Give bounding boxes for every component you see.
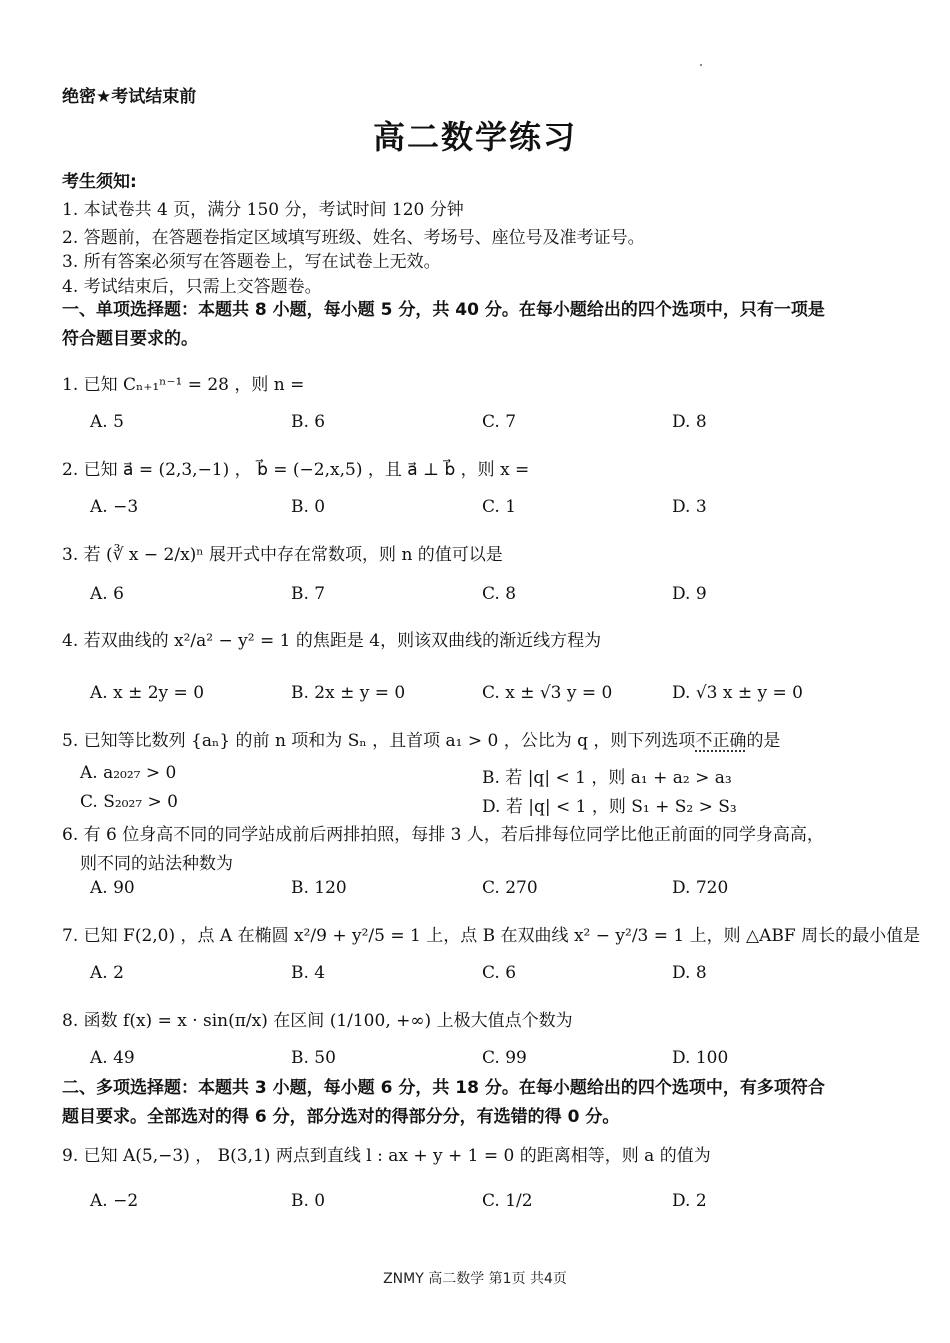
question-6-option-d: D. 720 — [672, 878, 729, 898]
question-1-option-c: C. 7 — [482, 412, 517, 432]
question-4-option-c: C. x ± √3 y = 0 — [482, 683, 613, 703]
question-7-option-d: D. 8 — [672, 963, 707, 983]
question-5-option-a: A. a₂₀₂₇ > 0 — [80, 763, 177, 783]
question-9-option-d: D. 2 — [672, 1191, 707, 1211]
question-7-option-c: C. 6 — [482, 963, 517, 983]
question-2-option-a: A. −3 — [90, 497, 139, 517]
question-2-stem: 2. 已知 a⃗ = (2,3,−1) ， b⃗ = (−2,x,5) ，且 a⃗ ⊥ b⃗ ，则 x = — [62, 460, 530, 480]
question-5-option-d: D. 若 |q| < 1 ，则 S₁ + S₂ > S₃ — [482, 797, 737, 817]
section2-line2: 题目要求。全部选对的得 6 分，部分选对的得部分分，有选错的得 0 分。 — [62, 1107, 620, 1127]
question-6-stem-line2: 则不同的站法种数为 — [80, 854, 233, 874]
scan-dot — [700, 64, 702, 66]
section2-heading — [62, 1074, 892, 1132]
page-title: 高二数学练习 — [372, 118, 577, 156]
question-9-option-b: B. 0 — [291, 1191, 326, 1211]
question-3-option-a: A. 6 — [90, 584, 124, 604]
question-4-option-b: B. 2x ± y = 0 — [291, 683, 406, 703]
question-1-option-a: A. 5 — [90, 412, 124, 432]
question-3-option-d: D. 9 — [672, 584, 707, 604]
section1-line2: 符合题目要求的。 — [62, 329, 198, 349]
question-8-option-b: B. 50 — [291, 1048, 336, 1068]
section2-line1: 二、多项选择题：本题共 3 小题，每小题 6 分，共 18 分。在每小题给出的四个选项中，有多项符合 — [62, 1078, 825, 1098]
question-6-option-b: B. 120 — [291, 878, 347, 898]
page-footer: ZNMY 高二数学 第1页 共4页 — [383, 1271, 567, 1287]
question-5-stem-main: 5. 已知等比数列 {aₙ} 的前 n 项和为 Sₙ ，且首项 a₁ > 0 ，公比为 q ，则下列选项 — [62, 731, 696, 751]
notice-item: 2. 答题前，在答题卷指定区域填写班级、姓名、考场号、座位号及准考证号。 — [62, 228, 645, 248]
notice-item: 1. 本试卷共 4 页，满分 150 分，考试时间 120 分钟 — [62, 200, 464, 220]
notice-item: 4. 考试结束后，只需上交答题卷。 — [62, 277, 322, 297]
question-3-stem: 3. 若 (∛ x − 2/x)ⁿ 展开式中存在常数项，则 n 的值可以是 — [62, 545, 503, 565]
question-3-option-c: C. 8 — [482, 584, 517, 604]
question-5-stem-tail: 的是 — [746, 731, 781, 751]
question-3-option-b: B. 7 — [291, 584, 326, 604]
question-2-option-c: C. 1 — [482, 497, 517, 517]
section1-line1: 一、单项选择题：本题共 8 小题，每小题 5 分，共 40 分。在每小题给出的四个选项中，只有一项是 — [62, 300, 825, 320]
question-5-option-c: C. S₂₀₂₇ > 0 — [80, 792, 178, 812]
question-5-option-b: B. 若 |q| < 1 ，则 a₁ + a₂ > a₃ — [482, 768, 732, 788]
question-2-option-b: B. 0 — [291, 497, 326, 517]
question-1-option-b: B. 6 — [291, 412, 326, 432]
question-9-option-c: C. 1/2 — [482, 1191, 533, 1211]
notice-heading: 考生须知: — [62, 172, 137, 192]
question-9-option-a: A. −2 — [90, 1191, 139, 1211]
question-8-option-d: D. 100 — [672, 1048, 729, 1068]
question-6-stem: 6. 有 6 位身高不同的同学站成前后两排拍照，每排 3 人，若后排每位同学比他正前面的同学身高高， — [62, 825, 824, 845]
question-2-option-d: D. 3 — [672, 497, 707, 517]
question-8-stem: 8. 函数 f(x) = x · sin(π/x) 在区间 (1/100, +∞) 上极大值点个数为 — [62, 1011, 573, 1031]
question-1-option-d: D. 8 — [672, 412, 707, 432]
question-7-option-b: B. 4 — [291, 963, 326, 983]
question-5-emphasis: 不正确 — [695, 731, 747, 751]
question-5-stem — [62, 726, 780, 751]
question-6-option-a: A. 90 — [90, 878, 135, 898]
question-4-stem: 4. 若双曲线的 x²/a² − y² = 1 的焦距是 4，则该双曲线的渐近线方程为 — [62, 631, 602, 651]
notice-item: 3. 所有答案必须写在答题卷上，写在试卷上无效。 — [62, 252, 441, 272]
question-4-option-a: A. x ± 2y = 0 — [90, 683, 205, 703]
question-7-option-a: A. 2 — [90, 963, 124, 983]
question-9-stem: 9. 已知 A(5,−3) ， B(3,1) 两点到直线 l : ax + y + 1 = 0 的距离相等，则 a 的值为 — [62, 1146, 711, 1166]
question-1-stem: 1. 已知 Cₙ₊₁ⁿ⁻¹ = 28 ，则 n = — [62, 375, 305, 395]
section1-heading — [62, 296, 892, 354]
question-4-option-d: D. √3 x ± y = 0 — [672, 683, 803, 703]
question-8-option-c: C. 99 — [482, 1048, 527, 1068]
question-7-stem: 7. 已知 F(2,0) ，点 A 在椭圆 x²/9 + y²/5 = 1 上，点 B 在双曲线 x² − y²/3 = 1 上，则 △ABF 周长的最小值是 — [62, 926, 921, 946]
question-8-option-a: A. 49 — [90, 1048, 135, 1068]
secret-label: 绝密★考试结束前 — [62, 87, 197, 107]
question-6-option-c: C. 270 — [482, 878, 538, 898]
